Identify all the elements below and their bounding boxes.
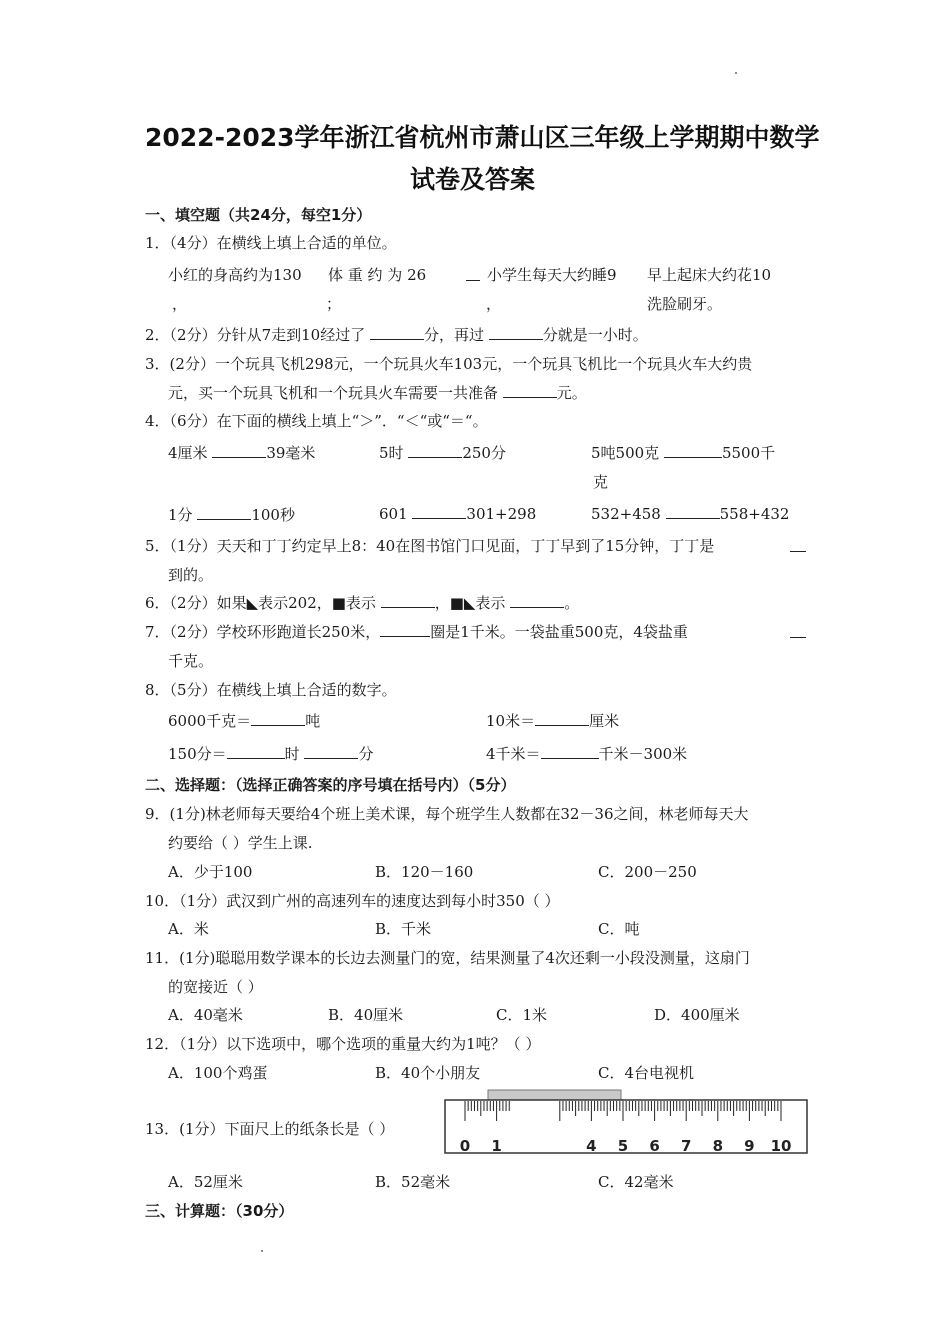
q6-text-b: ，■◣表示 [434,594,506,612]
q5-line1: 5．（1分）天天和丁丁约定早上8：40在图书馆门口见面，丁丁早到了15分钟，丁丁是 [145,537,715,555]
section-heading-calc: 三、计算题：（30分） [145,1202,294,1220]
q1-row1-wash: 早上起床大约花10 [647,266,772,284]
section-heading-fill-in: 一、填空题（共24分，每空1分） [145,206,372,224]
section-heading-choice: 二、选择题：（选择正确答案的序号填在括号内）（5分） [145,776,516,794]
ruler-label: 7 [680,1137,692,1155]
ruler-label: 1 [491,1137,502,1155]
q4-a-right: 39毫米 [266,444,316,462]
q4-d-right: 100秒 [251,506,295,524]
q4-e-right: 301+298 [466,505,537,523]
ruler-label: 8 [712,1137,724,1155]
q13-option-c[interactable]: C．42毫米 [598,1173,674,1191]
q10-option-c[interactable]: C．吨 [598,920,640,938]
ruler-label: 6 [649,1137,660,1155]
q1-row1-height: 小红的身高约为130 [168,266,302,284]
q8-a-right: 吨 [305,712,321,730]
q8-item-a [168,710,320,731]
q4-f-blank[interactable] [666,504,720,519]
q8-c-blank-2[interactable] [304,744,358,759]
q8-b-blank[interactable] [535,711,589,726]
q8-item-b [486,710,619,731]
q4-d-blank[interactable] [197,505,251,520]
q13-option-a[interactable]: A．52厘米 [168,1173,243,1191]
q4-item-b [379,442,506,463]
q4-b-blank[interactable] [408,443,462,458]
q2-text-a: 2．（2分）分针从7走到10经过了 [145,326,366,344]
q9-line2: 约要给（ ）学生上课. [168,834,313,852]
q4-c-blank[interactable] [664,443,722,458]
q1-row1-sleep: 小学生每天大约睡9 [487,266,617,284]
q11-option-b[interactable]: B．40厘米 [328,1006,404,1024]
ruler-label: 4 [586,1137,597,1155]
q8-a-left: 6000千克＝ [168,712,252,730]
q6-blank-2[interactable] [510,593,564,608]
q8-d-right: 千米－300米 [598,745,688,763]
q10-line: 10．（1分）武汉到广州的高速列车的速度达到每小时350（ ） [145,892,560,910]
q1-row2-semicolon: ； [326,295,342,313]
q2-text-c: 分就是一小时。 [542,326,648,344]
q7-line2: 千克。 [168,652,214,670]
q4-b-right: 250分 [462,444,506,462]
q8-a-blank[interactable] [251,711,305,726]
q1-row2-wash-end: 洗脸刷牙。 [647,295,723,313]
q2-blank-1[interactable] [370,325,424,340]
q5-blank[interactable] [790,537,806,552]
q4-e-left: 601 [379,505,408,523]
q2-text-b: 分，再过 [424,326,485,344]
q11-option-c[interactable]: C．1米 [496,1006,548,1024]
q7-text-a: 7．（2分）学校环形跑道长250米， [145,623,381,641]
q8-d-blank[interactable] [541,744,599,759]
q6-text-a: 6．（2分）如果◣表示202，■表示 [145,594,376,612]
q1-row2-comma1: ， [172,295,188,313]
q8-b-right: 厘米 [589,712,620,730]
q9-option-b[interactable]: B．120－160 [375,863,474,881]
q6-text-c: 。 [564,594,580,612]
q12-option-b[interactable]: B．40个小朋友 [375,1064,481,1082]
q4-a-left: 4厘米 [168,444,208,462]
q2-blank-2[interactable] [489,325,543,340]
q12-option-c[interactable]: C．4台电视机 [598,1064,695,1082]
q8-item-d [486,743,687,764]
q4-item-a [168,442,315,463]
q4-f-right: 558+432 [719,505,790,523]
q8-c-left: 150分＝ [168,745,227,763]
q13-line: 13．(1分）下面尺上的纸条长是（ ） [145,1120,395,1138]
q3-text-c: 元。 [556,384,587,402]
q1-blank-weight[interactable] [466,266,480,281]
q4-stem: 4．（6分）在下面的横线上填上“＞”．“＜“或“＝“。 [145,412,488,430]
q8-stem: 8．（5分）在横线上填上合适的数字。 [145,681,397,699]
q11-line2: 的宽接近（ ） [168,978,263,996]
q6-line [145,592,579,613]
q1-row1-weight: 体 重 约 为 26 [328,266,427,284]
q8-c-right: 分 [358,745,374,763]
q3-line2 [168,382,587,403]
q1-stem: 1．（4分）在横线上填上合适的单位。 [145,234,397,252]
q8-c-mid: 时 [284,745,300,763]
page-title-line2: 试卷及答案 [410,165,536,194]
q3-line1: 3．(2分）一个玩具飞机298元，一个玩具火车103元，一个玩具飞机比一个玩具火车大约贵 [145,355,753,373]
q9-option-a[interactable]: A．少于100 [168,863,253,881]
q11-line1: 11．(1分)聪聪用数学课本的长边去测量门的宽，结果测量了4次还剩一小段没测量，这扇门 [145,949,750,967]
q6-blank-1[interactable] [381,593,435,608]
q7-blank-1[interactable] [380,622,430,637]
q12-line: 12．（1分）以下选项中，哪个选项的重量大约为1吨？（ ） [145,1035,541,1053]
ruler-figure [443,1089,809,1157]
q8-d-left: 4千米＝ [486,745,541,763]
q12-option-a[interactable]: A．100个鸡蛋 [168,1064,268,1082]
q4-f-left: 532+458 [591,505,661,523]
ruler-label: 10 [770,1137,792,1155]
q4-b-left: 5时 [379,444,404,462]
q2-line [145,324,648,345]
ruler-label: 5 [617,1137,629,1155]
q3-text-b: 元，买一个玩具飞机和一个玩具火车需要一共准备 [168,384,499,402]
ruler-label: 0 [459,1137,471,1155]
q8-b-left: 10米＝ [486,712,536,730]
q4-item-c-wrap: 克 [593,473,609,491]
q9-option-c[interactable]: C．200－250 [598,863,697,881]
ruler-label: 9 [744,1137,755,1155]
q10-option-b[interactable]: B．千米 [375,920,432,938]
q7-line1 [145,621,688,642]
speck-bottom [261,1250,263,1252]
q4-item-e [379,504,536,523]
q9-line1: 9．(1分)林老师每天要给4个班上美术课，每个班学生人数都在32－36之间，林老师每天大 [145,805,749,823]
q8-item-c [168,743,373,764]
q7-text-b: 圈是1千米。一袋盐重500克，4袋盐重 [430,623,688,641]
q4-e-blank[interactable] [412,504,466,519]
q11-option-a[interactable]: A．40毫米 [168,1006,243,1024]
q4-c-right: 5500千 [721,444,776,462]
q4-a-blank[interactable] [212,443,266,458]
q3-blank[interactable] [503,383,557,398]
q11-option-d[interactable]: D．400厘米 [654,1006,740,1024]
q13-option-b[interactable]: B．52毫米 [375,1173,451,1191]
q4-item-d [168,504,295,525]
speck-top [735,72,737,74]
q10-option-a[interactable]: A．米 [168,920,209,938]
q8-c-blank-1[interactable] [227,744,285,759]
q1-row2-comma2: ， [486,295,502,313]
paper-strip [488,1090,621,1100]
q4-d-left: 1分 [168,506,193,524]
q4-c-left: 5吨500克 [591,444,660,462]
page-title: 2022-2023学年浙江省杭州市萧山区三年级上学期期中数学 [145,123,820,152]
q5-line2: 到的。 [168,566,214,584]
q7-blank-2[interactable] [790,623,806,638]
q4-item-f [591,504,789,523]
q4-item-c [591,442,775,463]
